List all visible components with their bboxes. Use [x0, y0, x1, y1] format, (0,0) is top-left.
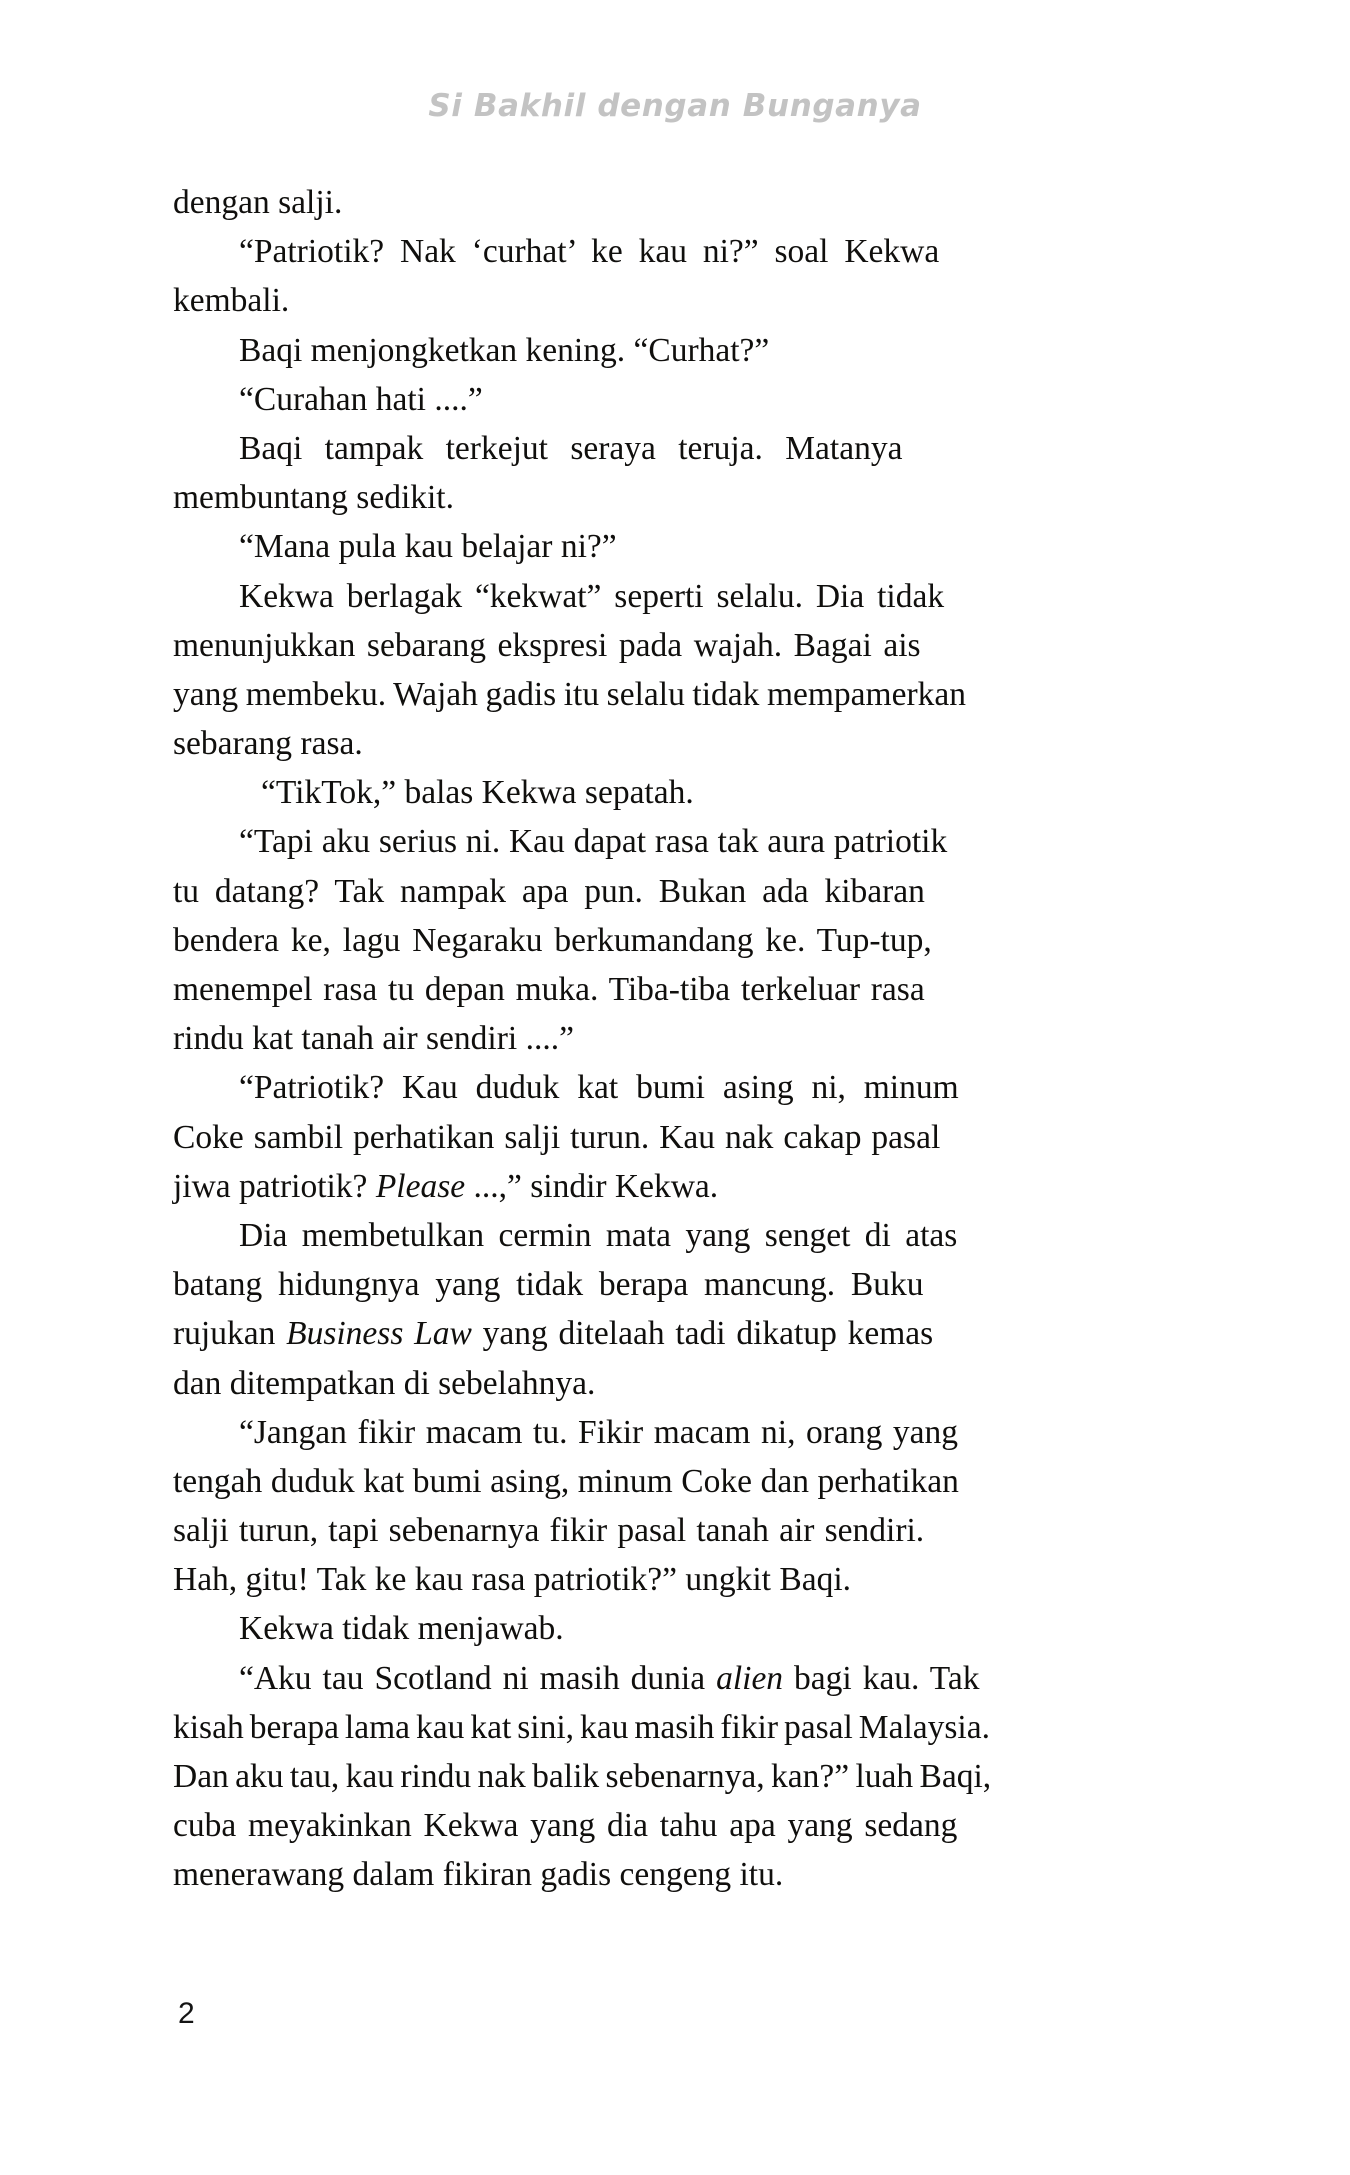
text-line: kisah berapa lama kau kat sini, kau masih fikir pasal Malaysia.	[173, 1708, 990, 1746]
text-line: “Aku tau Scotland ni masih dunia alien bagi kau. Tak	[239, 1659, 980, 1697]
text-line: cuba meyakinkan Kekwa yang dia tahu apa yang sedang	[173, 1807, 958, 1845]
text-line: Dan aku tau, kau rindu nak balik sebenarnya, kan?” luah Baqi,	[173, 1758, 992, 1795]
text-line: bendera ke, lagu Negaraku berkumandang ke. Tup-tup,	[173, 921, 932, 959]
text-line: Baqi tampak terkejut seraya teruja. Matanya	[239, 429, 903, 467]
body-text-block	[173, 178, 992, 1900]
text-line: Baqi menjongketkan kening. “Curhat?”	[239, 331, 770, 369]
text-line: “Tapi aku serius ni. Kau dapat rasa tak aura patriotik	[239, 823, 948, 861]
text-line: jiwa patriotik? Please ...,” sindir Kekwa.	[173, 1167, 719, 1205]
text-line: “Mana pula kau belajar ni?”	[239, 528, 617, 566]
text-line: menempel rasa tu depan muka. Tiba-tiba terkeluar rasa	[173, 971, 925, 1008]
text-line: salji turun, tapi sebenarnya fikir pasal tanah air sendiri.	[173, 1512, 925, 1550]
text-line: Kekwa berlagak “kekwat” seperti selalu. Dia tidak	[239, 577, 945, 615]
page-number: 2	[178, 1997, 195, 2030]
text-line: menunjukkan sebarang ekspresi pada wajah. Bagai ais	[173, 626, 921, 664]
running-header: Si Bakhil dengan Bunganya	[428, 88, 922, 124]
text-line: dengan salji.	[173, 184, 343, 221]
text-line: “Patriotik? Kau duduk kat bumi asing ni, minum	[239, 1069, 959, 1107]
text-line: tu datang? Tak nampak apa pun. Bukan ada kibaran	[173, 872, 925, 910]
text-line: “Patriotik? Nak ‘curhat’ ke kau ni?” soal Kekwa	[239, 233, 940, 271]
text-line: Kekwa tidak menjawab.	[239, 1610, 564, 1648]
text-line: sebarang rasa.	[173, 725, 363, 763]
text-line: Dia membetulkan cermin mata yang senget di atas	[239, 1216, 958, 1254]
text-line: rindu kat tanah air sendiri ....”	[173, 1020, 574, 1058]
text-line: tengah duduk kat bumi asing, minum Coke dan perhatikan	[173, 1462, 959, 1500]
text-line: kembali.	[173, 282, 290, 320]
text-line: yang membeku. Wajah gadis itu selalu tidak mempamerkan	[173, 675, 967, 713]
text-line: rujukan Business Law yang ditelaah tadi dikatup kemas	[173, 1315, 934, 1353]
text-line: batang hidungnya yang tidak berapa mancung. Buku	[173, 1266, 924, 1304]
text-line: “TikTok,” balas Kekwa sepatah.	[261, 774, 694, 812]
text-line: membuntang sedikit.	[173, 479, 454, 517]
text-line: menerawang dalam fikiran gadis cengeng itu.	[173, 1856, 784, 1894]
text-line: Hah, gitu! Tak ke kau rasa patriotik?” ungkit Baqi.	[173, 1561, 852, 1599]
text-line: “Jangan fikir macam tu. Fikir macam ni, orang yang	[239, 1413, 959, 1451]
text-line: Coke sambil perhatikan salji turun. Kau nak cakap pasal	[173, 1118, 941, 1156]
text-line: dan ditempatkan di sebelahnya.	[173, 1364, 596, 1402]
text-line: “Curahan hati ....”	[239, 380, 483, 418]
